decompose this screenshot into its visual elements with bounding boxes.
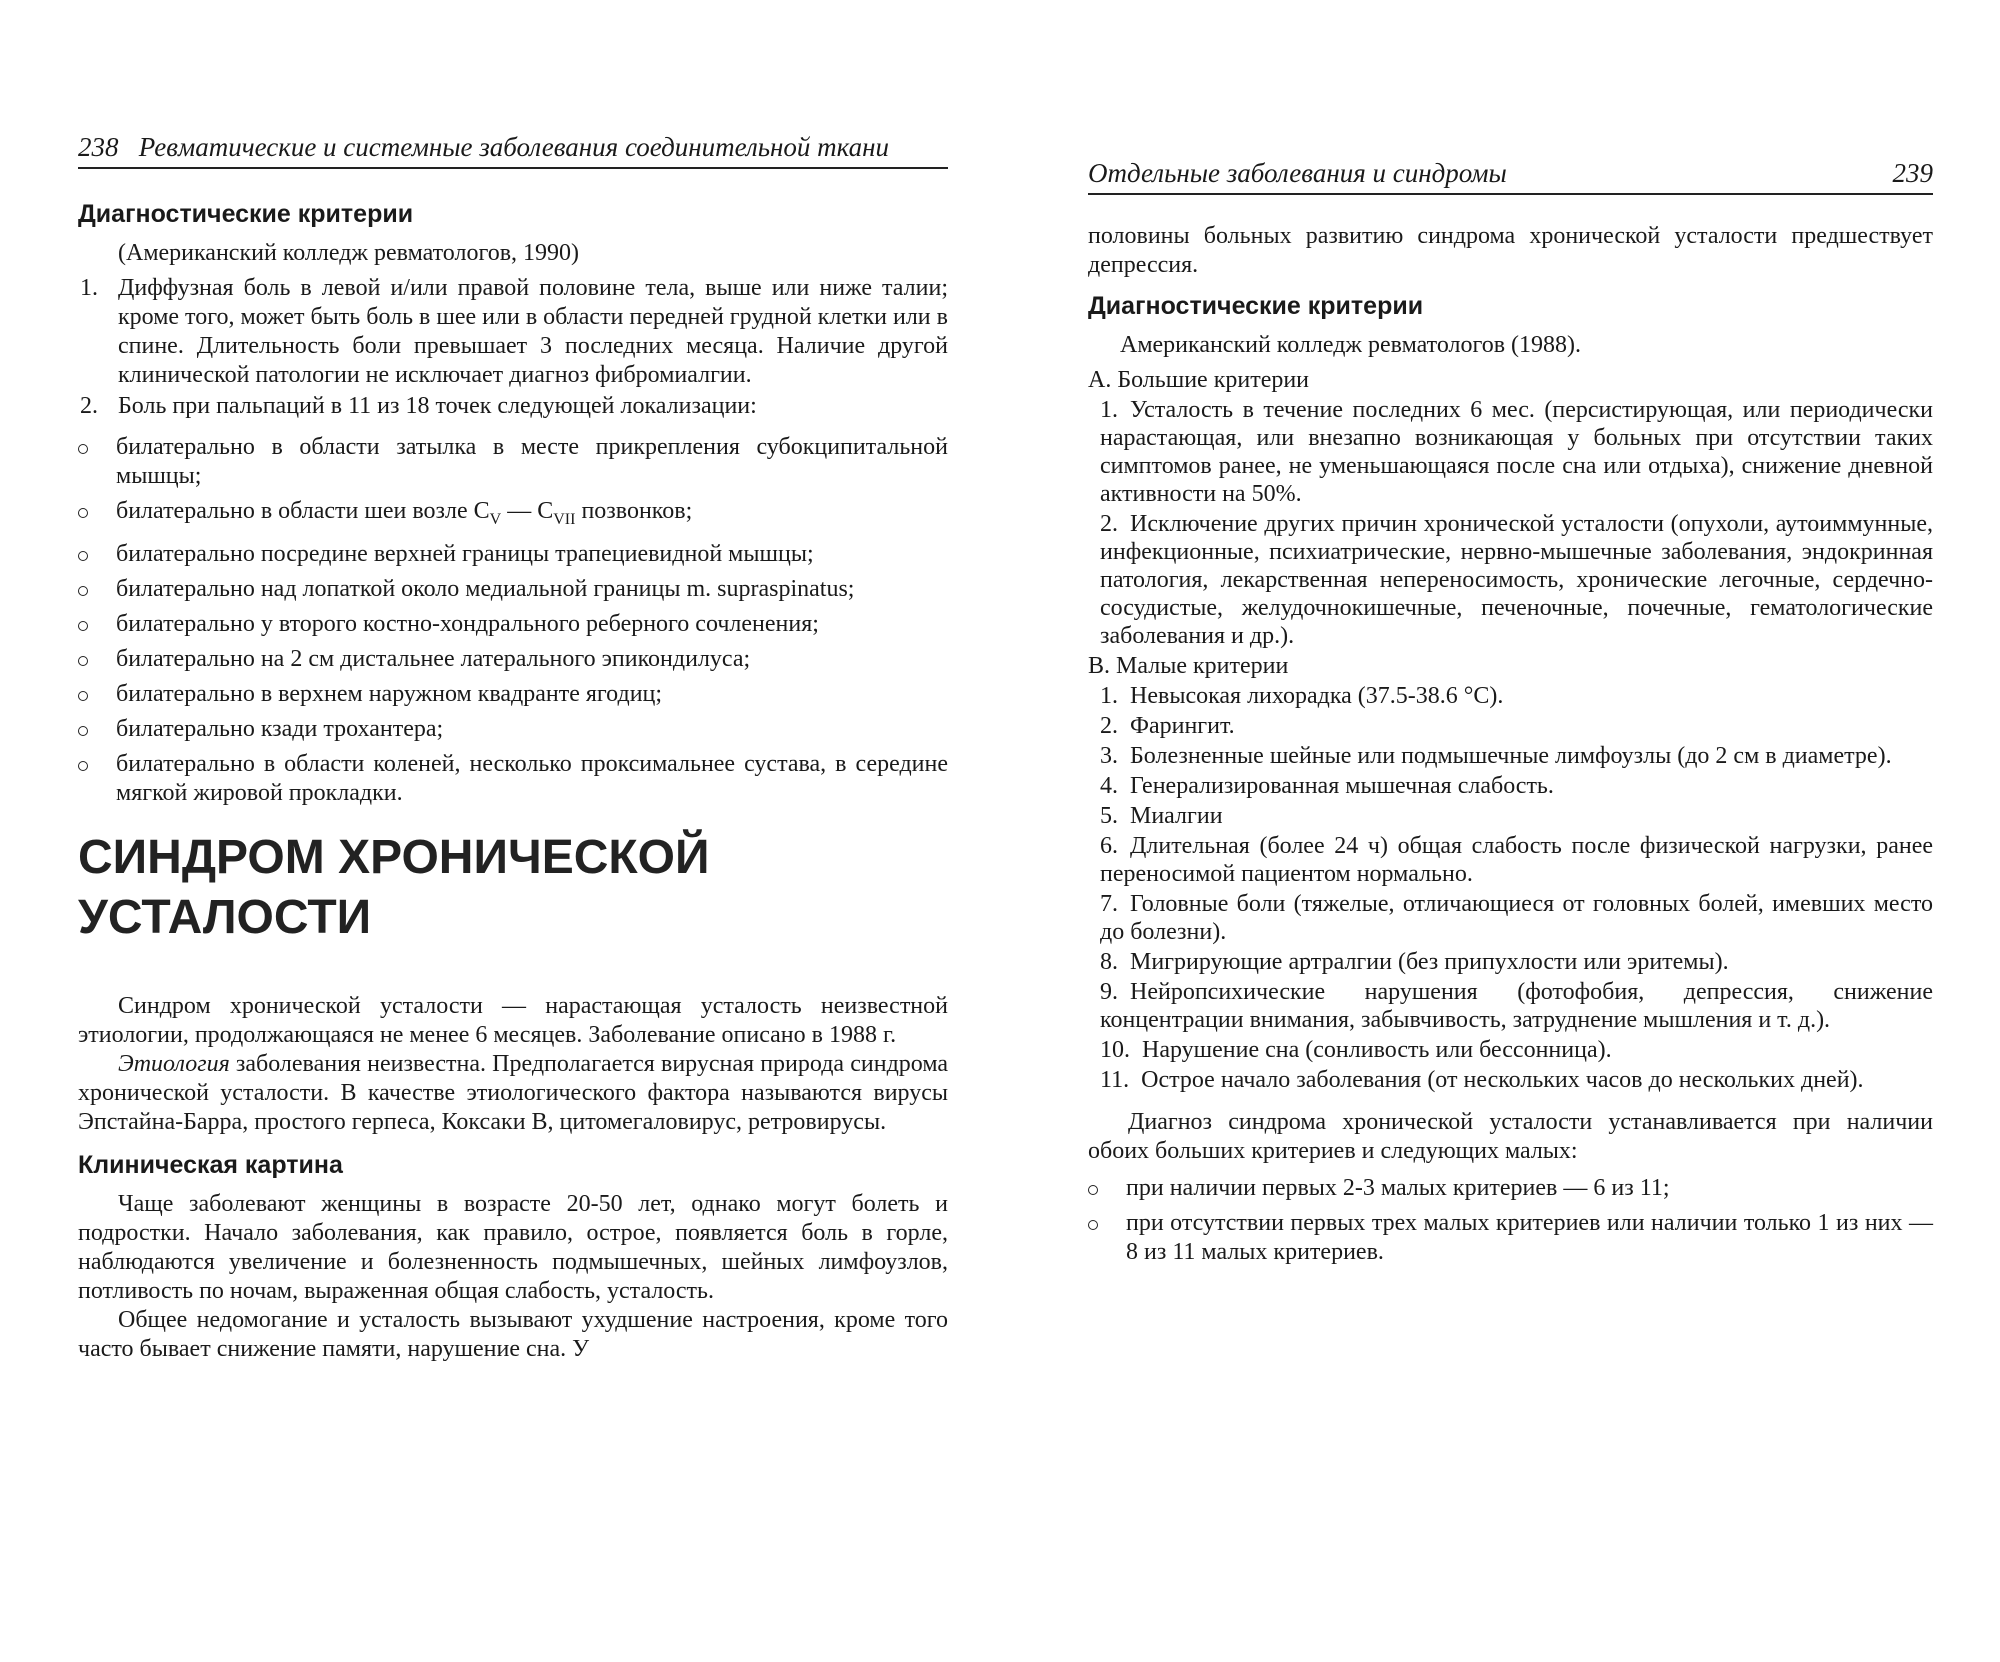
bullet-icon (1088, 1185, 1098, 1195)
list-item (78, 575, 948, 604)
minor-criterion (1088, 802, 1933, 830)
criteria-item-2 (78, 392, 948, 421)
criterion-text: Болезненные шейные или подмышечные лимфоузлы (до 2 см в диаметре). (1130, 743, 1892, 769)
spacer (1088, 280, 1933, 292)
right-content (1088, 222, 1933, 1273)
bullet-icon (78, 656, 88, 666)
list-item (78, 433, 948, 491)
criteria-source-cfs: Американский колледж ревматологов (1988). (1120, 332, 1582, 358)
criterion-number: 10. (1100, 1037, 1130, 1063)
bullet-icon (78, 761, 88, 771)
criteria-item-number: 2. (80, 393, 98, 419)
criterion-text: Миалгии (1130, 803, 1223, 829)
minor-criterion (1088, 978, 1933, 1034)
major-criterion-2 (1088, 510, 1933, 650)
list-item-text: билатерально в верхнем наружном квадранте ягодиц; (116, 680, 663, 707)
clinical-paragraph-2: Общее недомогание и усталость вызывают ухудшение настроения, кроме того часто бывает снижение памяти, нарушение сна. У (78, 1306, 948, 1362)
left-page (78, 0, 948, 1662)
criterion-number: 9. (1100, 979, 1118, 1005)
criterion-text: Мигрирующие артралгии (без припухлости или эритемы). (1130, 949, 1729, 975)
list-item-text: билатерально у второго костно-хондрального реберного сочленения; (116, 610, 819, 637)
right-running-title: Отдельные заболевания и синдромы (1088, 158, 1507, 188)
tender-points-list (78, 433, 948, 808)
criteria-item-text: Боль при пальпаций в 11 из 18 точек следующей локализации: (118, 393, 757, 419)
major-criteria-label: А. Большие критерии (1088, 367, 1310, 393)
list-item (78, 750, 948, 808)
list-item (78, 645, 948, 674)
criterion-number: 1. (1100, 683, 1118, 709)
list-item (1088, 1174, 1933, 1203)
criteria-item-text: Диффузная боль в левой и/или правой половине тела, выше или ниже талии; кроме того, может быть боль в шее или в области передней грудной клетки или в спине. Длительность боли превышает 3 последних месяца. Наличие другой клинической патологии не исключает диагноз фибромиалгии. (118, 275, 948, 388)
section-heading-diagnostic-criteria-cfs: Диагностические критерии (1088, 292, 1424, 320)
criterion-text: Нейропсихические нарушения (фотофобия, депрессия, снижение концентрации внимания, забывчивость, затруднение мышления и т. д.). (1100, 979, 1933, 1033)
minor-criterion (1088, 1036, 1933, 1064)
left-running-title: Ревматические и системные заболевания соединительной ткани (138, 132, 890, 162)
neck-text-after: позвонков; (575, 498, 693, 524)
bullet-icon (78, 444, 88, 454)
list-item (1088, 1209, 1933, 1267)
left-content (78, 200, 948, 1364)
criterion-text: Невысокая лихорадка (37.5-38.6 °С). (1130, 683, 1504, 709)
list-item (78, 680, 948, 709)
list-item (78, 610, 948, 639)
criterion-number: 1. (1100, 397, 1118, 423)
neck-text-middle: — C (501, 498, 554, 524)
list-item-text (116, 498, 693, 528)
minor-criteria-label: В. Малые критерии (1088, 653, 1289, 679)
bullet-icon (1088, 1220, 1098, 1230)
list-item-text: билатерально кзади трохантера; (116, 715, 444, 742)
list-item (78, 497, 948, 534)
bullet-icon (78, 621, 88, 631)
criterion-number: 11. (1100, 1067, 1130, 1093)
clinical-paragraph-1: Чаще заболевают женщины в возрасте 20-50 лет, однако могут болеть и подростки. Начало заболевания, как правило, острое, появляется боль в горле, наблюдаются увеличение и болезненность подмышечных, шейных лимфоузлов, потливость по ночам, выраженная общая слабость, усталость. (78, 1190, 948, 1304)
criterion-text: Усталость в течение последних 6 мес. (персистирующая, или периодически нарастающая, или внезапно возникающая у больных при отсутствии таких симптомов ранее, не уменьшающаяся после сна или отдыха), снижение дневной активности на 50%. (1100, 397, 1933, 507)
section-heading-clinical-picture: Клиническая картина (78, 1150, 343, 1179)
criterion-text: Фарингит. (1130, 713, 1235, 739)
criterion-text: Нарушение сна (сонливость или бессонница). (1142, 1037, 1612, 1063)
criterion-number: 4. (1100, 773, 1118, 799)
chapter-intro: Синдром хронической усталости — нарастающая усталость неизвестной этиологии, продолжающаяся не менее 6 месяцев. Заболевание описано в 1988 г. (78, 992, 948, 1048)
minor-criterion (1088, 832, 1933, 888)
bullet-icon (78, 551, 88, 561)
bullet-icon (78, 691, 88, 701)
list-item-text: билатерально посредине верхней границы трапециевидной мышцы; (116, 540, 814, 567)
list-item (78, 715, 948, 744)
criterion-text: Острое начало заболевания (от нескольких часов до нескольких дней). (1141, 1067, 1864, 1093)
diagnosis-paragraph: Диагноз синдрома хронической усталости устанавливается при наличии обоих больших критериев и следующих малых: (1088, 1109, 1933, 1164)
criteria-source: (Американский колледж ревматологов, 1990) (118, 240, 580, 266)
list-item-text: при отсутствии первых трех малых критериев или наличии только 1 из них — 8 из 11 малых критериев. (1126, 1210, 1933, 1265)
continuation-paragraph: половины больных развитию синдрома хронической усталости предшествует депрессия. (1088, 223, 1933, 278)
bullet-icon (78, 726, 88, 736)
minor-criterion (1088, 682, 1933, 710)
minor-criterion (1088, 712, 1933, 740)
criterion-text: Длительная (более 24 ч) общая слабость после физической нагрузки, ранее переносимой пациентом нормально. (1100, 833, 1933, 887)
etiology-term: Этиология (118, 1050, 230, 1077)
neck-text-before: билатерально в области шеи возле C (116, 498, 490, 524)
section-heading-diagnostic-criteria: Диагностические критерии (78, 200, 414, 228)
list-item-text: билатерально в области затылка в месте прикрепления субокципитальной мышцы; (116, 434, 948, 489)
list-item-text: билатерально в области коленей, несколько проксимальнее сустава, в середине мягкой жировой прокладки. (116, 750, 948, 806)
major-criterion-1 (1088, 396, 1933, 508)
minor-criterion (1088, 948, 1933, 976)
right-page (1088, 0, 1933, 1662)
criterion-number: 3. (1100, 743, 1118, 769)
diagnosis-list (1088, 1174, 1933, 1267)
criterion-text: Генерализированная мышечная слабость. (1130, 773, 1554, 799)
criterion-number: 6. (1100, 833, 1118, 859)
left-running-head (78, 132, 948, 169)
bullet-icon (78, 508, 88, 518)
bullet-icon (78, 586, 88, 596)
list-item-text: билатерально над лопаткой около медиальной границы m. supraspinatus; (116, 575, 855, 602)
minor-criterion (1088, 890, 1933, 946)
vertebra-subscript-v: V (489, 510, 502, 528)
minor-criterion (1088, 1066, 1933, 1094)
left-header-text (78, 132, 889, 163)
minor-criterion (1088, 772, 1933, 800)
etiology-paragraph (78, 1050, 948, 1137)
criteria-item-number: 1. (80, 275, 98, 301)
vertebra-subscript-vii: VII (553, 510, 576, 528)
chapter-title (78, 828, 948, 948)
left-page-number: 238 (78, 132, 119, 162)
criterion-number: 2. (1100, 511, 1118, 537)
criterion-number: 5. (1100, 803, 1118, 829)
criterion-text: Головные боли (тяжелые, отличающиеся от головных болей, имевших место до болезни). (1100, 891, 1933, 945)
minor-criterion (1088, 742, 1933, 770)
criterion-number: 7. (1100, 891, 1118, 917)
right-page-number: 239 (1892, 158, 1933, 188)
list-item (78, 540, 948, 569)
criterion-number: 8. (1100, 949, 1118, 975)
list-item-text: билатерально на 2 см дистальнее латерального эпикондилуса; (116, 645, 751, 672)
criterion-text: Исключение других причин хронической усталости (опухоли, аутоиммунные, инфекционные, психиатрические, нервно-мышечные заболевания, эндокринная патология, лекарственная непереносимость, хронические легочные, сердечно-сосудистые, желудочнокишечные, печеночные, почечные, гематологические заболевания и др.). (1100, 511, 1933, 649)
criteria-list (78, 274, 948, 421)
chapter-title-line-1: СИНДРОМ ХРОНИЧЕСКОЙ (78, 830, 710, 884)
etiology-text: заболевания неизвестна. Предполагается вирусная природа синдрома хронической усталости. В качестве этиологического фактора называются вирусы Эпстайна-Барра, простого герпеса, Коксаки В, цитомегаловирус, ретровирусы. (78, 1050, 948, 1135)
chapter-title-line-2: УСТАЛОСТИ (78, 890, 372, 944)
criteria-item-1 (78, 274, 948, 390)
criterion-number: 2. (1100, 713, 1118, 739)
right-running-head (1088, 158, 1933, 195)
list-item-text: при наличии первых 2-3 малых критериев — 6 из 11; (1126, 1175, 1670, 1201)
spacer (1088, 1096, 1933, 1108)
